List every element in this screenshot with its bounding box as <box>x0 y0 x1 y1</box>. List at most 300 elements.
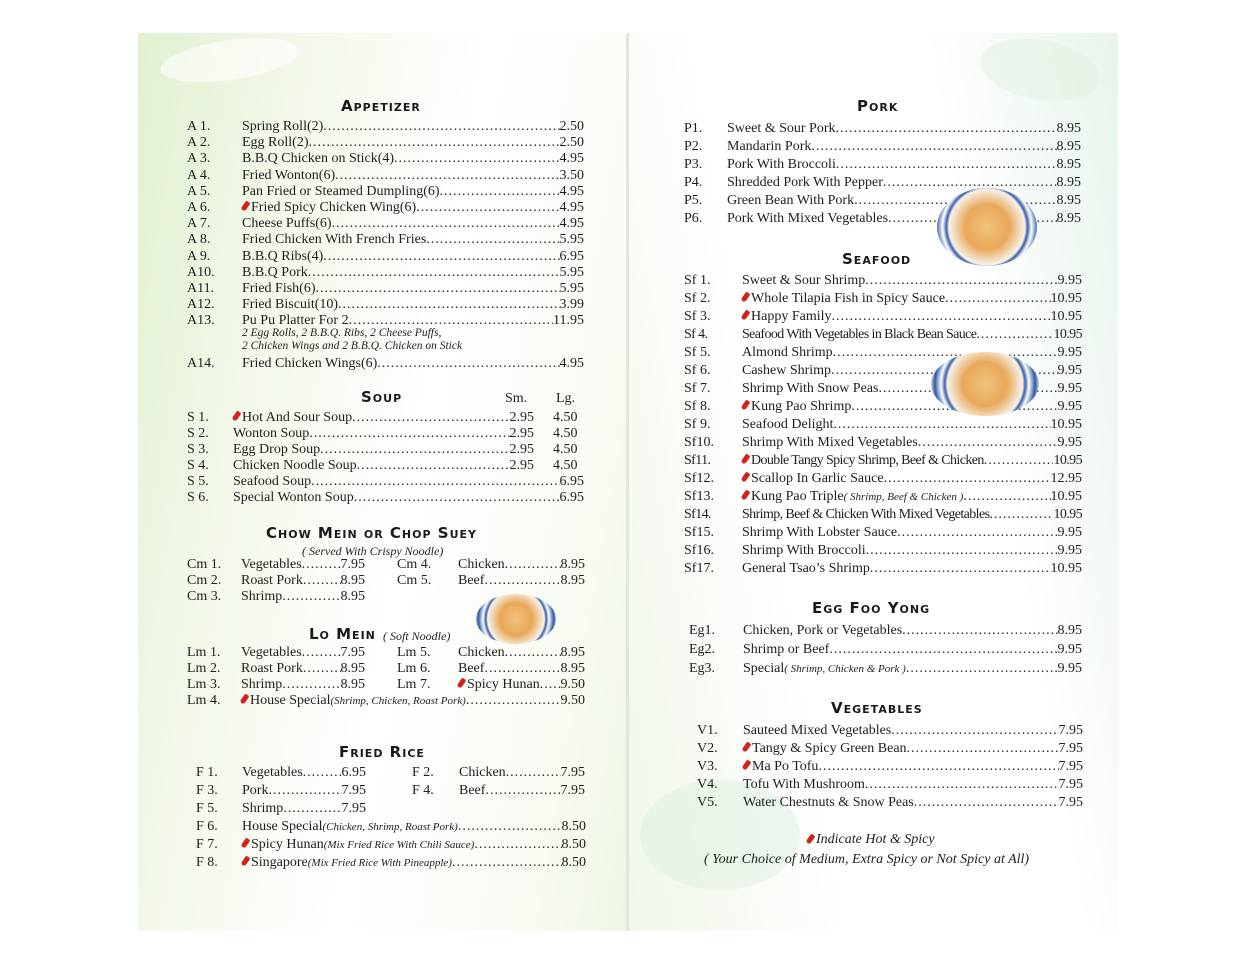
menu-item <box>187 573 365 589</box>
item-name: Fried Fish(6) <box>242 281 316 296</box>
dot-leader <box>984 453 1054 469</box>
dot-leader <box>506 765 561 781</box>
dot-leader <box>505 557 561 573</box>
item-code: Sf17. <box>684 561 714 576</box>
item-price: 4.95 <box>559 200 584 215</box>
item-price: 2.95 <box>509 458 534 473</box>
item-code: F 6. <box>196 819 218 834</box>
seafood-dish-photo <box>931 352 1039 416</box>
dot-leader <box>377 356 559 372</box>
item-code: Cm 5. <box>397 573 432 588</box>
item-price: 9.95 <box>1057 363 1082 378</box>
item-price: 10.95 <box>1050 489 1082 504</box>
dot-leader <box>865 777 1059 793</box>
dot-leader <box>963 489 1050 505</box>
item-name: Spicy Hunan <box>467 677 540 692</box>
item-name: Green Bean With Pork <box>727 193 855 208</box>
item-name: Happy Family <box>751 309 832 324</box>
chow-mein-subtitle: ( Served With Crispy Noodle) <box>302 544 444 558</box>
menu-item <box>684 543 1082 559</box>
item-price: 7.95 <box>1058 795 1083 810</box>
item-price: 8.95 <box>340 661 365 676</box>
item-price: 7.95 <box>340 557 365 572</box>
item-name: Shrimp <box>242 801 284 816</box>
dot-leader <box>416 200 559 216</box>
dot-leader <box>989 507 1053 523</box>
item-price: 9.95 <box>1057 661 1082 676</box>
item-name: Ma Po Tofu <box>752 759 819 774</box>
menu-item <box>684 121 1081 137</box>
item-name: Pork With Broccoli <box>727 157 836 172</box>
dot-leader <box>282 677 340 693</box>
item-code: Sf16. <box>684 543 714 558</box>
menu-item <box>187 490 584 506</box>
item-code: Lm 1. <box>187 645 221 660</box>
dot-leader <box>865 273 1057 289</box>
dot-leader <box>311 474 559 490</box>
item-code: A 8. <box>187 232 211 248</box>
item-code: V2. <box>697 741 718 756</box>
dot-leader <box>283 801 341 817</box>
menu-item <box>187 693 585 709</box>
menu-item <box>397 677 585 693</box>
item-name: Sweet & Sour Shrimp <box>742 273 866 288</box>
item-price: 6.95 <box>559 248 584 264</box>
chili-pepper-icon <box>741 489 751 500</box>
menu-item <box>196 783 366 799</box>
menu-item <box>684 139 1081 155</box>
dot-leader <box>268 783 341 799</box>
item-name: Mandarin Pork <box>727 139 812 154</box>
chili-pepper-icon <box>741 291 751 302</box>
chili-pepper-icon <box>742 759 752 770</box>
item-price: 8.95 <box>1057 623 1082 638</box>
item-code: Sf 8. <box>684 399 711 414</box>
item-price: 8.95 <box>560 573 585 588</box>
dot-leader <box>829 642 1057 658</box>
menu-item <box>196 801 366 817</box>
menu-item <box>697 777 1083 793</box>
item-price: 8.50 <box>561 855 586 870</box>
menu-item <box>684 291 1082 307</box>
item-name: Roast Pork <box>241 661 303 676</box>
item-code: V3. <box>697 759 718 774</box>
hot-spicy-legend-text: Indicate Hot & Spicy <box>816 832 935 847</box>
item-price: 7.95 <box>340 645 365 660</box>
item-name: Vegetables <box>242 765 303 780</box>
item-code: Sf 5. <box>684 345 711 360</box>
menu-item <box>187 232 584 248</box>
item-price: 11.95 <box>553 313 584 329</box>
dot-leader <box>897 525 1057 541</box>
item-price: 4.95 <box>559 151 584 167</box>
item-code: Sf 9. <box>684 417 711 432</box>
item-code: P5. <box>684 193 703 208</box>
item-name: Chicken <box>458 557 505 572</box>
dot-leader <box>357 458 510 474</box>
egg-foo-yong-heading: Egg Foo Yong <box>812 599 931 617</box>
menu-item <box>684 175 1081 191</box>
item-note: (Shrimp, Chicken, Roast Pork) <box>330 695 466 707</box>
dot-leader <box>505 645 561 661</box>
item-name: Spring Roll(2) <box>242 119 324 134</box>
item-name: Shrimp, Beef & Chicken With Mixed Vegetables <box>742 507 990 522</box>
item-name: Special Wonton Soup <box>233 490 354 505</box>
item-price: 8.95 <box>340 589 365 604</box>
item-price: 2.50 <box>559 135 584 151</box>
menu-item <box>187 557 365 573</box>
dot-leader <box>332 216 560 232</box>
item-price: 4.95 <box>559 355 584 371</box>
chili-pepper-icon <box>741 399 751 410</box>
menu-item <box>187 645 365 661</box>
item-name: Shrimp With Broccoli <box>742 543 866 558</box>
item-code: Sf 3. <box>684 309 711 324</box>
item-name: Sauteed Mixed Vegetables <box>743 723 892 738</box>
item-code: A12. <box>187 297 215 313</box>
menu-item <box>187 661 365 677</box>
large-size-label: Lg. <box>556 391 576 406</box>
item-name: Water Chestnuts & Snow Peas <box>743 795 914 810</box>
item-note: (Mix Fried Rice With Chili Sauce) <box>323 839 475 851</box>
item-code: A 9. <box>187 248 211 264</box>
chili-pepper-icon <box>241 837 251 848</box>
menu-item <box>684 309 1082 325</box>
menu-item <box>684 453 1082 469</box>
item-name: Double Tangy Spicy Shrimp, Beef & Chicken <box>751 453 984 468</box>
item-price-large: 4.50 <box>553 458 578 473</box>
item-name: Kung Pao Triple <box>751 489 844 504</box>
item-price-large: 4.50 <box>553 426 578 441</box>
item-price: 2.95 <box>509 426 534 441</box>
item-name: Kung Pao Shrimp <box>751 399 852 414</box>
item-code: A 3. <box>187 151 211 167</box>
dot-leader <box>466 693 561 709</box>
menu-item <box>684 273 1082 289</box>
chili-pepper-icon <box>241 200 251 211</box>
item-name: Shrimp <box>241 677 283 692</box>
item-price: 8.95 <box>560 661 585 676</box>
item-price: 9.95 <box>1057 273 1082 288</box>
menu-item <box>187 410 534 426</box>
menu-item <box>187 458 534 474</box>
dot-leader <box>484 573 560 589</box>
dot-leader <box>303 573 341 589</box>
item-price: 8.95 <box>1056 139 1081 154</box>
dot-leader <box>303 661 341 677</box>
menu-item <box>684 507 1082 523</box>
item-code: P3. <box>684 157 703 172</box>
soup-heading: Soup <box>361 388 403 406</box>
item-name: House Special <box>242 819 323 834</box>
page-fold <box>626 33 629 931</box>
dot-leader <box>902 623 1057 639</box>
menu-item <box>187 168 584 184</box>
chow-mein-heading: Chow Mein or Chop Suey <box>266 524 477 542</box>
item-code: F 7. <box>196 837 218 852</box>
item-name: Shredded Pork With Pepper <box>727 175 883 190</box>
item-price: 10.95 <box>1050 309 1082 324</box>
item-code: Sf13. <box>684 489 714 504</box>
menu-item <box>684 327 1082 343</box>
dot-leader <box>870 561 1051 577</box>
item-name: Chicken <box>458 645 505 660</box>
dot-leader <box>458 819 562 835</box>
menu-item <box>187 151 584 167</box>
dot-leader <box>354 490 560 506</box>
item-code: Lm 2. <box>187 661 221 676</box>
menu-item <box>187 216 584 232</box>
item-name: Shrimp <box>241 589 283 604</box>
menu-item <box>397 645 585 661</box>
pork-dish-photo <box>937 188 1037 266</box>
item-name: Cashew Shrimp <box>742 363 832 378</box>
item-code: Cm 1. <box>187 557 222 572</box>
item-note: (Chicken, Shrimp, Roast Pork) <box>322 821 458 833</box>
item-code: P2. <box>684 139 703 154</box>
item-code: A 4. <box>187 167 211 183</box>
item-price: 9.50 <box>560 693 585 708</box>
item-code: F 4. <box>412 783 434 798</box>
dot-leader <box>907 741 1059 757</box>
item-price: 9.95 <box>1057 381 1082 396</box>
item-name: Fried Spicy Chicken Wing(6) <box>251 200 417 215</box>
menu-item <box>397 557 585 573</box>
menu-item <box>187 297 584 313</box>
menu-item <box>187 442 534 458</box>
item-code: Lm 7. <box>397 677 431 692</box>
item-code: Lm 5. <box>397 645 431 660</box>
item-name: Shrimp With Mixed Vegetables <box>742 435 918 450</box>
appetizer-heading: Appetizer <box>341 97 421 115</box>
pork-heading: Pork <box>857 97 899 115</box>
dot-leader <box>891 723 1058 739</box>
dot-leader <box>338 297 559 313</box>
item-code: V4. <box>697 777 718 792</box>
item-price: 3.50 <box>559 167 584 183</box>
item-price: 8.95 <box>560 645 585 660</box>
platter-note-line: 2 Egg Rolls, 2 B.B.Q. Ribs, 2 Cheese Puffs, <box>242 327 442 339</box>
fried-rice-heading: Fried Rice <box>339 743 425 761</box>
dot-leader <box>335 168 559 184</box>
dot-leader <box>906 661 1058 677</box>
chili-pepper-icon <box>457 677 467 688</box>
item-price: 6.95 <box>341 765 366 780</box>
item-code: Eg1. <box>689 623 716 638</box>
item-name: Shrimp or Beef <box>743 642 830 657</box>
dot-leader <box>352 410 509 426</box>
item-name: Scallop In Garlic Sauce <box>751 471 884 486</box>
item-code: Eg2. <box>689 642 716 657</box>
vegetables-heading: Vegetables <box>831 699 923 717</box>
item-price-large: 4.50 <box>553 442 578 457</box>
item-price: 9.95 <box>1057 435 1082 450</box>
item-code: A 7. <box>187 216 211 232</box>
item-code: Sf 1. <box>684 273 711 288</box>
item-code: F 3. <box>196 783 218 798</box>
item-price: 7.95 <box>560 765 585 780</box>
item-price: 2.50 <box>559 119 584 134</box>
spice-level-note: ( Your Choice of Medium, Extra Spicy or Not Spicy at All) <box>704 852 1030 867</box>
chili-pepper-icon <box>240 693 250 704</box>
lo-mein-subtitle: ( Soft Noodle) <box>383 629 451 643</box>
menu-item <box>689 623 1082 639</box>
item-name: Fried Chicken With French Fries <box>242 232 427 248</box>
chili-pepper-icon <box>241 855 251 866</box>
menu-item <box>684 435 1082 451</box>
item-name: Singapore <box>251 855 308 870</box>
item-price: 6.95 <box>559 490 584 505</box>
item-code: A 2. <box>187 135 211 151</box>
item-name: Pan Fried or Steamed Dumpling(6) <box>242 183 440 199</box>
menu-item <box>196 765 366 781</box>
item-price: 8.95 <box>560 557 585 572</box>
menu-item <box>397 573 585 589</box>
dot-leader <box>976 327 1053 343</box>
platter-note <box>242 327 462 353</box>
item-code: P1. <box>684 121 703 136</box>
dot-leader <box>540 677 561 693</box>
item-code: A 6. <box>187 200 211 215</box>
menu-item <box>187 184 584 200</box>
item-code: S 6. <box>187 490 209 505</box>
dot-leader <box>836 157 1057 173</box>
item-code: S 4. <box>187 458 209 473</box>
item-price: 7.95 <box>1058 723 1083 738</box>
item-code: Sf 7. <box>684 381 711 396</box>
item-code: Sf11. <box>684 453 711 468</box>
item-price: 8.95 <box>340 573 365 588</box>
platter-note-line: 2 Chicken Wings and 2 B.B.Q. Chicken on Stick <box>242 340 463 352</box>
item-price: 6.95 <box>559 474 584 489</box>
item-code: S 5. <box>187 474 209 489</box>
menu-item <box>689 661 1082 677</box>
item-name: Egg Drop Soup <box>233 442 321 457</box>
item-name: B.B.Q Ribs(4) <box>242 248 324 264</box>
item-name: Pork With Mixed Vegetables <box>727 211 889 226</box>
item-price: 7.95 <box>1058 741 1083 756</box>
item-price: 5.95 <box>559 281 584 296</box>
item-name: Seafood With Vegetables in Black Bean Sauce <box>742 327 977 342</box>
item-price: 10.95 <box>1050 417 1082 432</box>
menu-item <box>697 741 1083 757</box>
menu-item <box>697 759 1083 775</box>
item-price: 5.95 <box>559 232 584 248</box>
item-note: (Mix Fried Rice With Pineapple) <box>307 857 452 869</box>
item-price: 9.50 <box>560 677 585 692</box>
item-price: 10.95 <box>1053 453 1082 468</box>
item-note: ( Shrimp, Beef & Chicken ) <box>843 491 964 503</box>
chili-pepper-icon <box>742 741 752 752</box>
menu-item <box>684 417 1082 433</box>
item-name: Special <box>743 661 785 676</box>
menu-item <box>412 765 585 781</box>
chili-pepper-icon <box>741 453 751 464</box>
item-code: S 2. <box>187 426 209 441</box>
menu-item <box>397 661 585 677</box>
item-name: B.B.Q Pork <box>242 264 308 280</box>
hot-spicy-legend <box>807 832 935 848</box>
menu-item <box>187 474 584 490</box>
dot-leader <box>836 121 1057 137</box>
item-code: Lm 3. <box>187 677 221 692</box>
item-price: 12.95 <box>1050 471 1082 486</box>
chili-pepper-icon <box>806 833 816 844</box>
item-code: Cm 4. <box>397 557 432 572</box>
item-code: Cm 2. <box>187 573 222 588</box>
item-price-large: 4.50 <box>553 410 578 425</box>
item-name: B.B.Q Chicken on Stick(4) <box>242 151 395 167</box>
item-price: 9.95 <box>1057 642 1082 657</box>
menu-item <box>187 119 584 135</box>
menu-item <box>187 200 584 216</box>
item-price: 7.95 <box>1058 777 1083 792</box>
dot-leader <box>303 765 342 781</box>
menu-item <box>187 249 584 265</box>
item-price: 9.95 <box>1057 543 1082 558</box>
item-price: 8.50 <box>561 837 586 852</box>
item-name: Egg Roll(2) <box>242 135 309 151</box>
chili-pepper-icon <box>232 410 242 421</box>
item-name: Seafood Delight <box>742 417 834 432</box>
item-name: Whole Tilapia Fish in Spicy Sauce <box>751 291 946 306</box>
item-code: A 1. <box>187 119 211 134</box>
menu-item <box>412 783 585 799</box>
dot-leader <box>833 345 1058 361</box>
item-code: S 3. <box>187 442 209 457</box>
item-code: P6. <box>684 211 703 226</box>
dot-leader <box>474 837 561 853</box>
item-name: Hot And Sour Soup <box>242 410 353 425</box>
item-name: Tangy & Spicy Green Bean <box>752 741 907 756</box>
menu-item <box>187 356 584 372</box>
item-price: 2.95 <box>509 410 534 425</box>
item-name: Roast Pork <box>241 573 303 588</box>
item-price: 4.95 <box>559 216 584 232</box>
item-price: 8.50 <box>561 819 586 834</box>
item-code: Sf14. <box>684 507 711 522</box>
item-name: Sweet & Sour Pork <box>727 121 836 136</box>
item-price: 7.95 <box>341 801 366 816</box>
item-name: Beef <box>459 783 486 798</box>
menu-item <box>684 489 1082 505</box>
item-code: Sf 6. <box>684 363 711 378</box>
item-name: Fried Chicken Wings(6) <box>242 355 378 371</box>
item-price: 5.95 <box>559 264 584 280</box>
lo-mein-dish-photo <box>476 594 556 644</box>
item-name: Almond Shrimp <box>742 345 833 360</box>
dot-leader <box>452 855 562 871</box>
item-name: Chicken <box>459 765 506 780</box>
item-price: 9.95 <box>1057 399 1082 414</box>
item-code: P4. <box>684 175 703 190</box>
item-code: F 1. <box>196 765 218 780</box>
dot-leader <box>309 426 509 442</box>
item-code: A14. <box>187 355 215 371</box>
menu-item <box>684 561 1082 577</box>
menu-item <box>187 281 584 297</box>
menu-item <box>196 819 586 835</box>
item-price: 10.95 <box>1050 561 1082 576</box>
item-price: 7.95 <box>341 783 366 798</box>
seafood-heading: Seafood <box>842 250 912 268</box>
item-name: Wonton Soup <box>233 426 310 441</box>
item-code: Sf10. <box>684 435 714 450</box>
item-price: 9.95 <box>1057 345 1082 360</box>
menu-item <box>187 677 365 693</box>
chili-pepper-icon <box>741 309 751 320</box>
item-code: A13. <box>187 313 215 329</box>
